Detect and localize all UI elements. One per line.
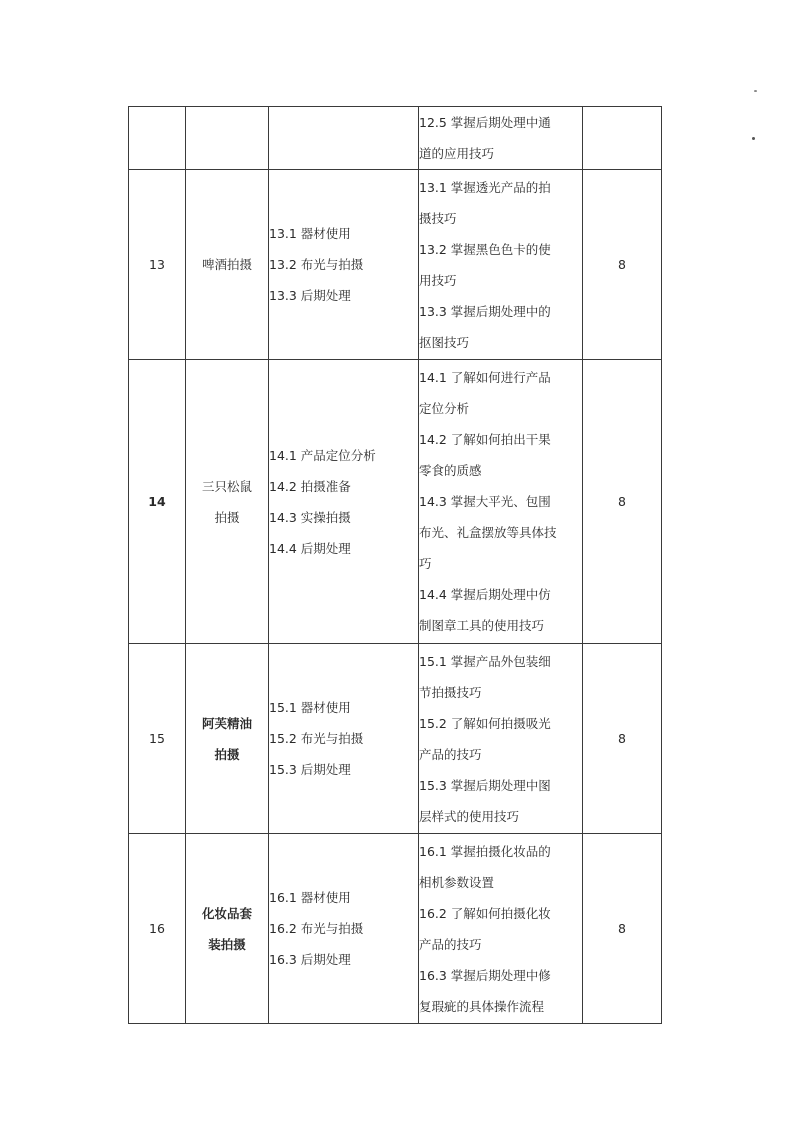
course-hours-cell: 8 <box>583 170 662 360</box>
syllabus-table <box>128 106 662 1024</box>
course-objectives-cell <box>419 360 583 644</box>
topic-line: 15.1 器材使用 <box>269 700 351 715</box>
table-row <box>129 107 662 170</box>
topic-line: 14.2 拍摄准备 <box>269 478 351 494</box>
objective-line: 15.1 掌握产品外包装细 <box>419 653 551 669</box>
course-topics-cell <box>269 107 419 170</box>
topic-line: 15.2 布光与拍摄 <box>269 731 364 746</box>
course-objectives-cell <box>419 834 583 1024</box>
course-name-cell <box>186 170 269 360</box>
objective-line: 复瑕疵的具体操作流程 <box>419 998 545 1014</box>
objective-line: 14.3 掌握大平光、包围 <box>419 494 551 509</box>
course-hours-cell: 8 <box>583 360 662 644</box>
objective-line: 16.1 掌握拍摄化妆品的 <box>419 843 551 859</box>
objective-line: 产品的技巧 <box>419 746 482 762</box>
course-objectives-cell <box>419 107 583 170</box>
course-topics-cell <box>269 644 419 834</box>
course-hours-cell <box>583 107 662 170</box>
course-name-cell <box>186 644 269 834</box>
objective-line: 用技巧 <box>419 272 457 288</box>
objective-line: 14.1 了解如何进行产品 <box>419 370 551 385</box>
objective-line: 13.3 掌握后期处理中的 <box>419 303 551 319</box>
objective-line: 16.2 了解如何拍摄化妆 <box>419 905 551 921</box>
objective-line: 15.2 了解如何拍摄吸光 <box>419 715 551 731</box>
course-name-line: 拍摄 <box>214 746 240 762</box>
course-number-cell: 14 <box>129 360 186 644</box>
course-name-cell <box>186 107 269 170</box>
course-topics-cell <box>269 170 419 360</box>
course-topics-cell <box>269 360 419 644</box>
objective-line: 定位分析 <box>419 401 470 416</box>
objective-line: 巧 <box>419 556 432 571</box>
table-row <box>129 834 662 1024</box>
objective-line: 15.3 掌握后期处理中图 <box>419 777 551 793</box>
objective-line: 14.2 了解如何拍出干果 <box>419 432 551 447</box>
objective-line: 布光、礼盒摆放等具体技 <box>419 525 557 540</box>
course-number-cell: 16 <box>129 834 186 1024</box>
objective-line: 13.2 掌握黑色色卡的使 <box>419 241 551 257</box>
course-hours-cell: 8 <box>583 644 662 834</box>
scan-speck <box>752 137 755 140</box>
topic-line: 14.4 后期处理 <box>269 540 351 556</box>
topic-line: 15.3 后期处理 <box>269 762 351 777</box>
course-name-line: 阿芙精油 <box>201 715 252 731</box>
course-topics-cell <box>269 834 419 1024</box>
objective-line: 相机参数设置 <box>419 874 495 890</box>
topic-line: 13.2 布光与拍摄 <box>269 257 364 272</box>
course-number-cell: 15 <box>129 644 186 834</box>
topic-line: 13.1 器材使用 <box>269 226 351 241</box>
topic-line: 14.1 产品定位分析 <box>269 447 376 463</box>
objective-line: 道的应用技巧 <box>419 146 495 161</box>
course-name-line: 化妆品套 <box>201 905 252 921</box>
course-name-line: 拍摄 <box>214 509 240 525</box>
course-name-cell <box>186 360 269 644</box>
course-name-line: 装拍摄 <box>208 936 246 952</box>
course-number-cell: 13 <box>129 170 186 360</box>
objective-line: 摄技巧 <box>419 210 457 226</box>
objective-line: 产品的技巧 <box>419 936 482 952</box>
objective-line: 制图章工具的使用技巧 <box>419 618 545 633</box>
objective-line: 零食的质感 <box>419 463 482 478</box>
topic-line: 14.3 实操拍摄 <box>269 509 351 525</box>
course-hours-cell: 8 <box>583 834 662 1024</box>
objective-line: 节拍摄技巧 <box>419 684 482 700</box>
course-objectives-cell <box>419 170 583 360</box>
objective-line: 16.3 掌握后期处理中修 <box>419 967 551 983</box>
course-name-cell <box>186 834 269 1024</box>
course-objectives-cell <box>419 644 583 834</box>
objective-line: 12.5 掌握后期处理中通 <box>419 115 551 130</box>
course-name-line: 三只松鼠 <box>201 478 252 494</box>
scan-speck <box>754 90 757 92</box>
topic-line: 16.3 后期处理 <box>269 952 351 967</box>
table-row <box>129 360 662 644</box>
objective-line: 13.1 掌握透光产品的拍 <box>419 179 551 195</box>
table-row <box>129 644 662 834</box>
table-row <box>129 170 662 360</box>
objective-line: 层样式的使用技巧 <box>419 808 520 824</box>
objective-line: 抠图技巧 <box>419 334 470 350</box>
course-name-line: 啤酒拍摄 <box>201 257 252 272</box>
topic-line: 16.2 布光与拍摄 <box>269 921 364 936</box>
objective-line: 14.4 掌握后期处理中仿 <box>419 587 551 602</box>
topic-line: 16.1 器材使用 <box>269 890 351 905</box>
topic-line: 13.3 后期处理 <box>269 288 351 303</box>
course-number-cell <box>129 107 186 170</box>
